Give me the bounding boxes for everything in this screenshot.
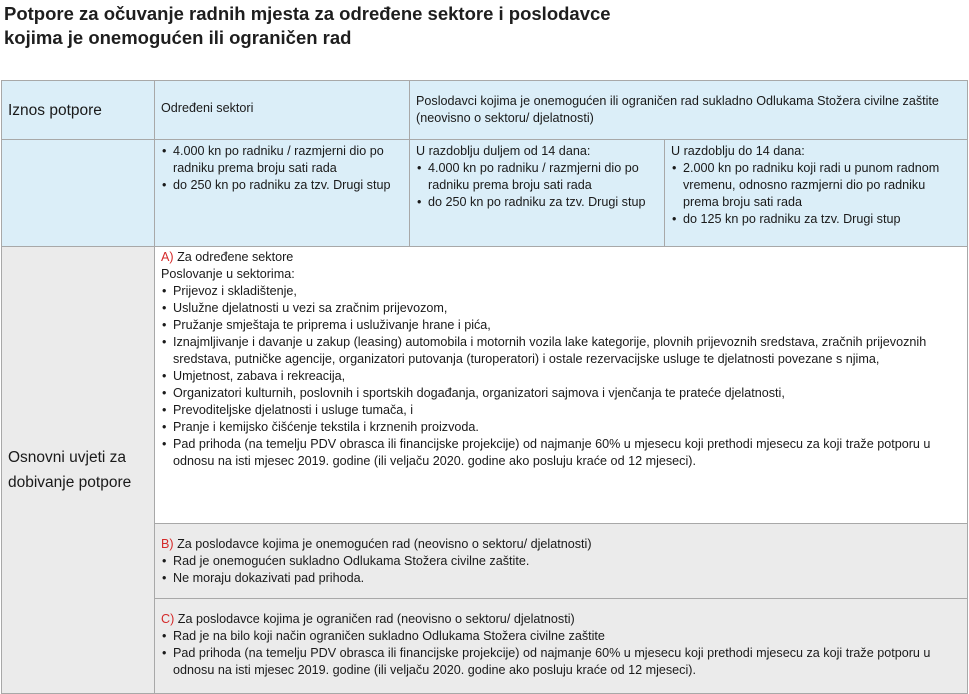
list-item: • Rad je na bilo koji način ograničen sukladno Odlukama Stožera civilne zaštite [161, 628, 961, 645]
table-header-row [2, 81, 968, 140]
support-table [1, 80, 968, 694]
amounts-row [2, 140, 968, 247]
list-item: • Umjetnost, zabava i rekreacija, [161, 368, 961, 385]
list-item: • do 250 kn po radniku za tzv. Drugi stup [161, 177, 403, 194]
list-item: • Organizatori kulturnih, poslovnih i sportskih događanja, organizatori sajmova i vjenčanja te prateće djelatnosti, [161, 385, 961, 402]
condition-a-cell [155, 247, 968, 524]
list-item: • Pad prihoda (na temelju PDV obrasca ili financijske projekcije) od najmanje 60% u mjesecu koji prethodi mjesecu za koji traže potporu u odnosu na isti mjesec 2019. godine (ili veljaču 2020. godine ako posluju kraće od 12 mjeseci). [161, 436, 961, 470]
conditions-label-cell [2, 247, 155, 694]
conditions-row-a [2, 247, 968, 524]
over14-heading: U razdoblju duljem od 14 dana: [416, 144, 591, 158]
condition-b-letter: B) [161, 537, 174, 551]
list-item: • Pad prihoda (na temelju PDV obrasca ili financijske projekcije) od najmanje 60% u mjesecu koji prethodi mjesecu za koji traže potporu u odnosu na isti mjesec 2019. godine (ili veljaču 2020. godine ako posluju kraće od 12 mjeseci). [161, 645, 961, 679]
amounts-sectors-cell [155, 140, 410, 247]
upto14-heading: U razdoblju do 14 dana: [671, 144, 805, 158]
list-item: • Iznajmljivanje i davanje u zakup (leasing) automobila i motornih vozila lake kategorije, plovnih prijevoznih sredstava, zračnih prijevoznih sredstava, putničke agencije, organizatori putovanja (turoperatori) i ostale rezervacijske usluge te djelatnosti povezane s njima, [161, 334, 961, 368]
list-item: • 4.000 kn po radniku / razmjerni dio po radniku prema broju sati rada [161, 143, 403, 177]
list-item: • do 125 kn po radniku za tzv. Drugi stup [671, 211, 961, 228]
condition-b-heading: B) Za poslodavce kojima je onemogućen rad (neovisno o sektoru/ djelatnosti) [161, 537, 592, 551]
condition-a-heading: A) Za određene sektore [161, 250, 294, 264]
list-item: • 2.000 kn po radniku koji radi u punom radnom vremenu, odnosno razmjerni dio po radniku prema broju sati rada [671, 160, 961, 211]
amounts-upto14-cell [665, 140, 968, 247]
list-item: • Ne moraju dokazivati pad prihoda. [161, 570, 961, 587]
header-iznos-potpore: Iznos potpore [2, 81, 155, 140]
list-item: • Rad je onemogućen sukladno Odlukama Stožera civilne zaštite. [161, 553, 961, 570]
condition-c-letter: C) [161, 612, 175, 626]
condition-a-subheading: Poslovanje u sektorima: [161, 267, 295, 281]
amounts-over14-cell [410, 140, 665, 247]
page-title-line-2: kojima je onemogućen ili ograničen rad [4, 27, 352, 48]
list-item: • do 250 kn po radniku za tzv. Drugi stup [416, 194, 658, 211]
amounts-label-cell [2, 140, 155, 247]
list-item: • 4.000 kn po radniku / razmjerni dio po radniku prema broju sati rada [416, 160, 658, 194]
list-item: • Prijevoz i skladištenje, [161, 283, 961, 300]
condition-b-cell [155, 524, 968, 599]
condition-c-heading: C) Za poslodavce kojima je ograničen rad (neovisno o sektoru/ djelatnosti) [161, 612, 575, 626]
list-item: • Pranje i kemijsko čišćenje tekstila i krznenih proizvoda. [161, 419, 961, 436]
list-item: • Uslužne djelatnosti u vezi sa zračnim prijevozom, [161, 300, 961, 317]
list-item: • Prevoditeljske djelatnosti i usluge tumača, i [161, 402, 961, 419]
header-poslodavci: Poslodavci kojima je onemogućen ili ograničen rad sukladno Odlukama Stožera civilne zaštite (neovisno o sektoru/ djelatnosti) [410, 81, 968, 140]
header-odredeni-sektori: Određeni sektori [155, 81, 410, 140]
list-item: • Pružanje smještaja te priprema i usluživanje hrane i pića, [161, 317, 961, 334]
page-title [4, 2, 904, 50]
page-title-line-1: Potpore za očuvanje radnih mjesta za određene sektore i poslodavce [4, 3, 611, 24]
condition-c-cell [155, 599, 968, 694]
condition-a-letter: A) [161, 250, 174, 264]
conditions-label: Osnovni uvjeti za dobivanje potpore [8, 449, 132, 491]
